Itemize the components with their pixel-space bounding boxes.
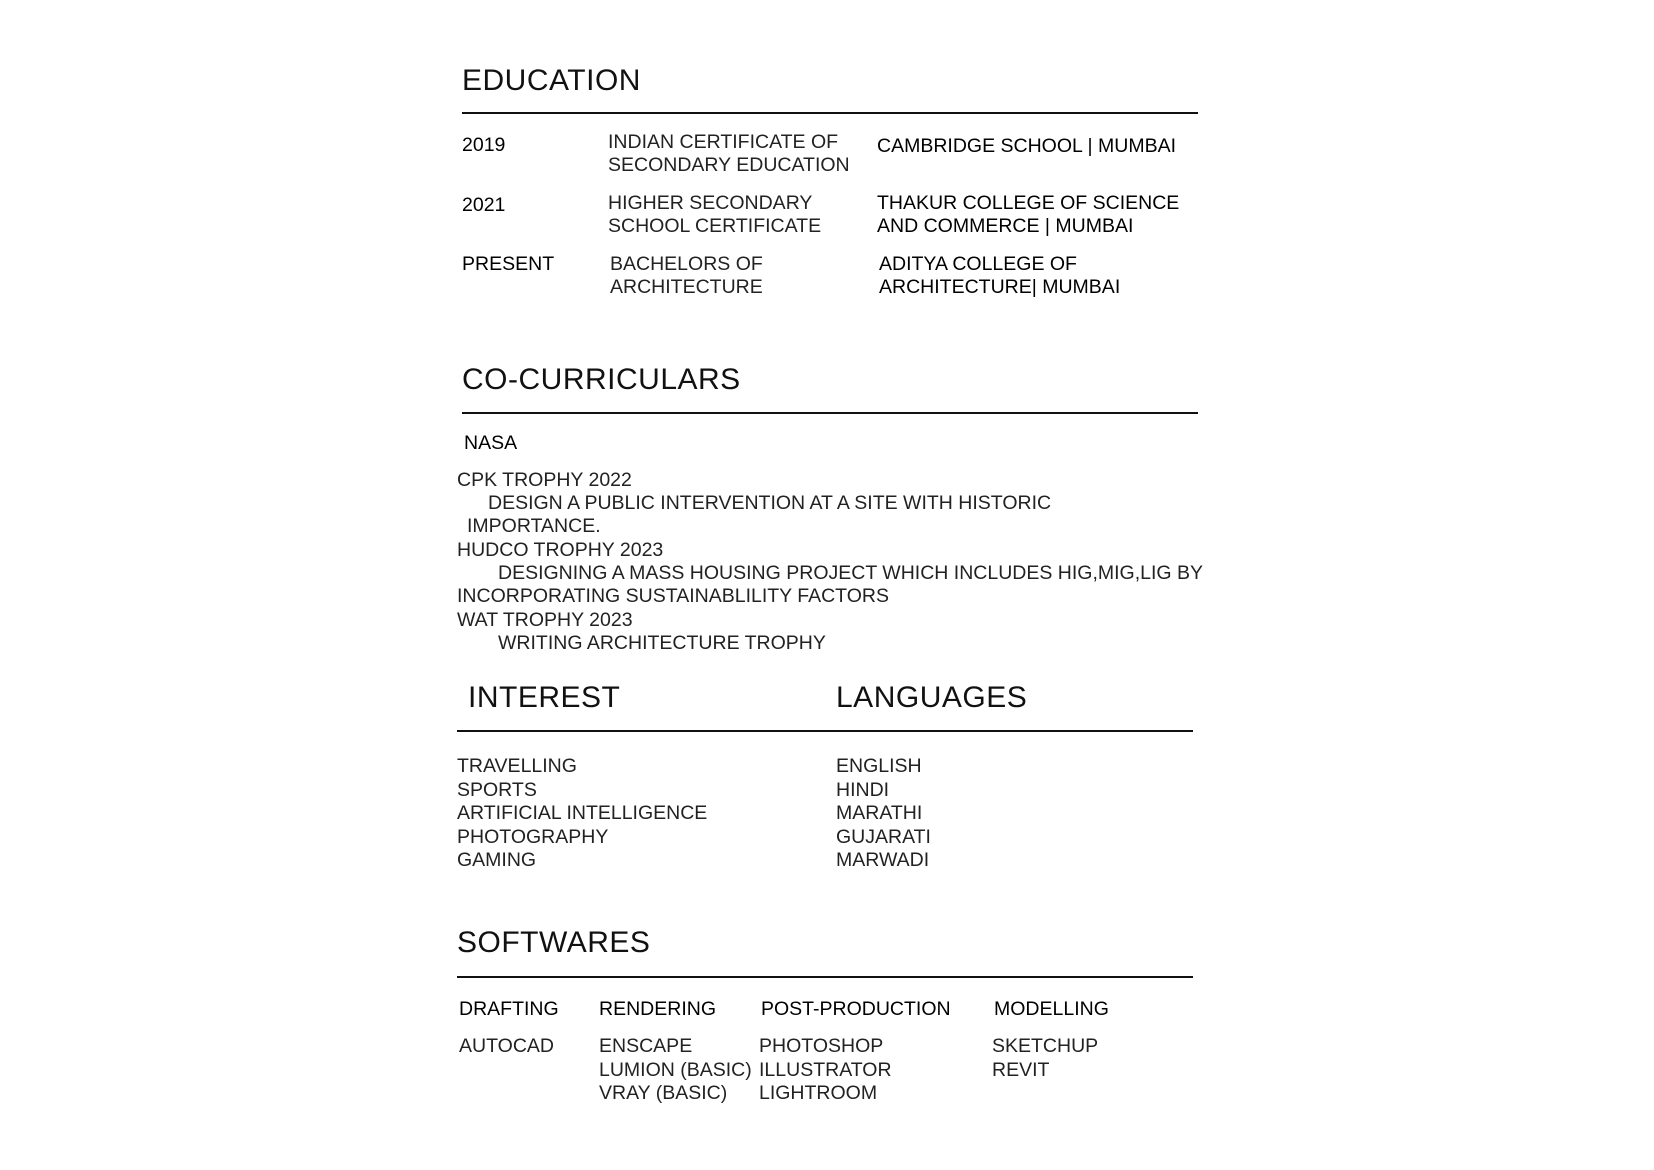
interest-languages-divider <box>457 730 1193 732</box>
list-item: HINDI <box>836 778 890 801</box>
education-institution-3a: ADITYA COLLEGE OF <box>879 253 1077 275</box>
education-institution-2a: THAKUR COLLEGE OF SCIENCE <box>877 192 1180 214</box>
education-year-2: 2021 <box>462 194 506 216</box>
list-item: AUTOCAD <box>459 1035 554 1057</box>
cocurricular-desc-wat: WRITING ARCHITECTURE TROPHY <box>498 632 826 654</box>
education-qualification-2b: SCHOOL CERTIFICATE <box>608 215 822 237</box>
software-category-drafting: DRAFTING <box>459 998 559 1020</box>
cocurricular-desc-hudco-1: DESIGNING A MASS HOUSING PROJECT WHICH INCLUDES HIG,MIG,LIG BY <box>498 562 1203 584</box>
cocurricular-title-hudco: HUDCO TROPHY 2023 <box>457 539 664 561</box>
cocurricular-title-wat: WAT TROPHY 2023 <box>457 609 633 631</box>
software-list-post-production <box>759 1035 892 1106</box>
list-item: GAMING <box>457 849 537 871</box>
list-item: GUJARATI <box>836 825 931 848</box>
list-item: PHOTOSHOP <box>759 1035 884 1057</box>
cocurricular-desc-hudco-2: INCORPORATING SUSTAINABLILITY FACTORS <box>457 585 889 607</box>
list-item: VRAY (BASIC) <box>599 1082 728 1104</box>
list-item: SPORTS <box>457 778 537 801</box>
cocurriculars-divider <box>462 412 1198 414</box>
education-year-1: 2019 <box>462 134 506 156</box>
list-item: ILLUSTRATOR <box>759 1058 892 1081</box>
education-qualification-3b: ARCHITECTURE <box>610 276 763 298</box>
list-item: ENGLISH <box>836 755 922 777</box>
education-heading: EDUCATION <box>462 64 641 97</box>
softwares-heading: SOFTWARES <box>457 926 651 959</box>
list-item: ARTIFICIAL INTELLIGENCE <box>457 802 708 824</box>
cocurriculars-heading: CO-CURRICULARS <box>462 363 741 396</box>
software-category-post-production: POST-PRODUCTION <box>761 998 951 1020</box>
education-institution-1: CAMBRIDGE SCHOOL | MUMBAI <box>877 135 1177 157</box>
software-list-drafting <box>459 1035 554 1059</box>
cocurricular-title-cpk: CPK TROPHY 2022 <box>457 469 632 491</box>
list-item: PHOTOGRAPHY <box>457 825 609 848</box>
software-list-rendering <box>599 1035 752 1106</box>
list-item: REVIT <box>992 1058 1050 1081</box>
list-item: SKETCHUP <box>992 1035 1099 1057</box>
software-list-modelling <box>992 1035 1098 1082</box>
cocurricular-desc-cpk-2: IMPORTANCE. <box>467 515 601 537</box>
education-divider <box>462 112 1198 114</box>
education-institution-2b: AND COMMERCE | MUMBAI <box>877 215 1134 237</box>
languages-list <box>836 755 931 873</box>
interest-heading: INTEREST <box>468 681 621 714</box>
education-qualification-2a: HIGHER SECONDARY <box>608 192 813 214</box>
list-item: MARWADI <box>836 849 930 871</box>
list-item: ENSCAPE <box>599 1035 693 1057</box>
interest-list <box>457 755 707 873</box>
education-qualification-1a: INDIAN CERTIFICATE OF <box>608 131 839 153</box>
software-category-modelling: MODELLING <box>994 998 1109 1020</box>
education-year-3: PRESENT <box>462 253 555 275</box>
education-qualification-3a: BACHELORS OF <box>610 253 763 275</box>
cocurricular-desc-cpk-1: DESIGN A PUBLIC INTERVENTION AT A SITE WITH HISTORIC <box>488 492 1052 514</box>
education-qualification-1b: SECONDARY EDUCATION <box>608 154 850 176</box>
list-item: LUMION (BASIC) <box>599 1058 752 1081</box>
languages-heading: LANGUAGES <box>836 681 1028 714</box>
list-item: MARATHI <box>836 802 923 824</box>
education-institution-3b: ARCHITECTURE| MUMBAI <box>879 276 1121 298</box>
list-item: TRAVELLING <box>457 755 577 777</box>
cocurriculars-subheading: NASA <box>464 432 518 454</box>
softwares-divider <box>457 976 1193 978</box>
software-category-rendering: RENDERING <box>599 998 717 1020</box>
list-item: LIGHTROOM <box>759 1082 878 1104</box>
